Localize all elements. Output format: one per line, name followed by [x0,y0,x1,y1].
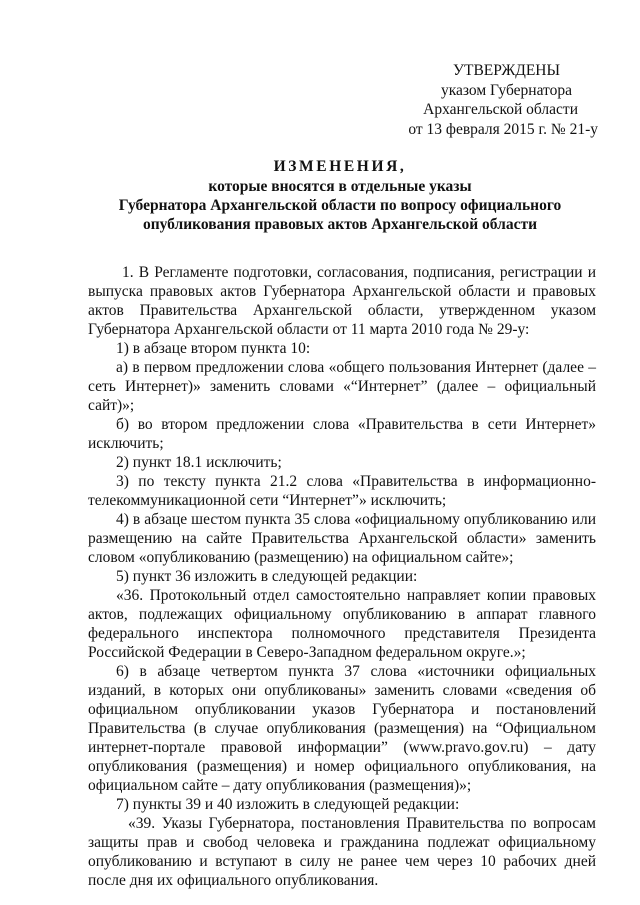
paragraph-quote-36: «36. Протокольный отдел самостоятельно направляет копии правовых актов, подлежащих официальному опубликованию в аппарат главного федерального инспектора полномочного представителя Президента Российской Федерации в Северо-Западном федеральном округе.»; [88,587,596,661]
document-title-block [60,157,620,234]
paragraph-item-1: 1) в абзаце втором пункта 10: [116,340,311,357]
paragraph-item-2: 2) пункт 18.1 исключить; [116,454,282,471]
approval-authority: указом Губернатора [440,81,572,99]
paragraph-item-1a: а) в первом предложении слова «общего пользования Интернет (далее – сеть Интернет)» заменить словами «“Интернет” (далее – официальный сайт)»; [88,359,596,414]
paragraph-item-1b: б) во втором предложении слова «Правительства в сети Интернет» исключить; [88,416,596,452]
paragraph-item-5: 5) пункт 36 изложить в следующей редакции: [116,568,418,585]
paragraph-item-6: 6) в абзаце четвертом пункта 37 слова «источники официальных изданий, в которых они опубликованы» заменить словами «сведения об официальном опубликовании указов Губернатора и постановлений Правительства (в случае опубликования (размещения) на “Официальном интернет-портале правовой информации” (www.pravo.gov.ru) – дату опубликования (размещения) и номер официального опубликования, на официальном сайте – дату опубликования (размещения)»; [88,663,596,794]
document-subtitle-line-2: Губернатора Архангельской области по вопросу официального [118,197,562,214]
approval-block [378,61,598,139]
paragraph-quote-39: «39. Указы Губернатора, постановления Правительства по вопросам защиты прав и свобод человека и гражданина подлежат официальному опубликованию и вступают в силу не ранее чем через 10 рабочих дней после дня их официального опубликования. [88,815,596,889]
document-subtitle-line-3: опубликования правовых актов Архангельской области [142,216,538,233]
paragraph-1: 1. В Регламенте подготовки, согласования, подписания, регистрации и выпуска правовых актов Губернатора Архангельской области и правовых актов Правительства Архангельской области, утвержденном указом Губернатора Архангельской области от 11 марта 2010 года № 29-у: [88,264,596,338]
approval-heading: УТВЕРЖДЕНЫ [453,62,560,79]
paragraph-item-3: 3) по тексту пункта 21.2 слова «Правительства в информационно-телекоммуникационной сети “Интернет”» исключить; [88,473,596,509]
paragraph-item-4: 4) в абзаце шестом пункта 35 слова «официальному опубликованию или размещению на сайте Правительства Архангельской области» заменить словом «опубликованию (размещению) на официальном сайте»; [88,511,596,566]
approval-region: Архангельской области [423,101,578,118]
approval-date-number: от 13 февраля 2015 г. № 21-у [408,120,598,138]
document-body [88,263,596,890]
document-title: ИЗМЕНЕНИЯ, [273,158,407,175]
document-subtitle-line-1: которые вносятся в отдельные указы [208,178,472,195]
paragraph-item-7: 7) пункты 39 и 40 изложить в следующей редакции: [116,796,460,813]
